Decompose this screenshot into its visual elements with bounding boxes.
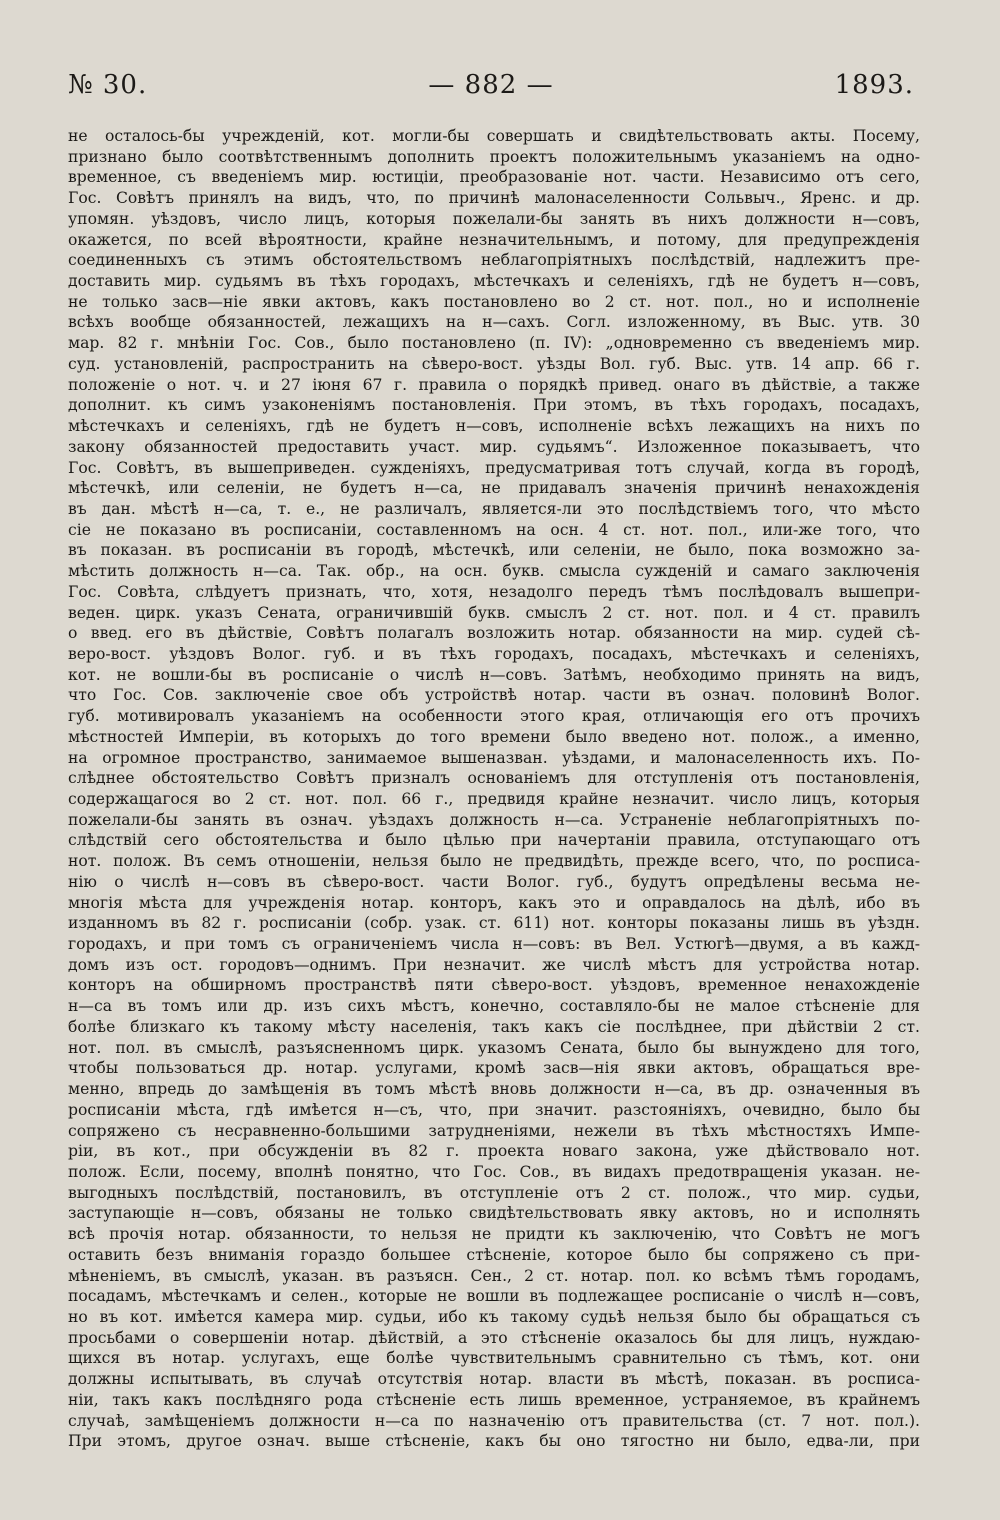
text-line: закону обязанностей предоставить участ. мир. судьямъ“. Изложенное показываетъ, что bbox=[68, 437, 920, 456]
text-line: изданномъ въ 82 г. росписаніи (собр. узак. ст. 611) нот. конторы показаны лишь въ уѣздн. bbox=[68, 914, 920, 933]
text-line: случаѣ, замѣщеніемъ должности н—са по назначенію отъ правительства (ст. 7 нот. пол.). bbox=[68, 1411, 920, 1430]
text-line: всѣ прочія нотар. обязанности, то нельзя не придти къ заключенію, что Совѣтъ не могъ bbox=[68, 1225, 920, 1244]
page-number: — 882 — bbox=[428, 70, 554, 100]
text-line: но въ кот. имѣется камера мир. судьи, ибо къ такому судьѣ нельзя было бы обращаться съ bbox=[68, 1307, 920, 1326]
text-line: мѣстностей Имперіи, въ которыхъ до того времени было введено нот. полож., а именно, bbox=[68, 727, 920, 746]
year-label: 1893. bbox=[834, 70, 914, 100]
text-line: сіе не показано въ росписаніи, составленномъ на осн. 4 ст. нот. пол., или-же того, что bbox=[68, 520, 920, 539]
text-line: домъ изъ ост. городовъ—однимъ. При незначит. же числѣ мѣстъ для устройства нотар. bbox=[68, 955, 920, 974]
text-line: мѣстечкѣ, или селеніи, не будетъ н—са, не придавалъ значенія причинѣ ненахожденія bbox=[68, 479, 920, 498]
text-line: дополнит. къ симъ узаконеніямъ постановленія. При этомъ, въ тѣхъ городахъ, посадахъ, bbox=[68, 396, 920, 415]
text-line: признано было соотвѣтственнымъ дополнить проектъ положительнымъ указаніемъ на одно- bbox=[68, 147, 920, 166]
text-line: всѣхъ вообще обязанностей, лежащихъ на н—сахъ. Согл. изложенному, въ Выс. утв. 30 bbox=[68, 313, 920, 332]
text-line: окажется, по всей вѣроятности, крайне незначительнымъ, и потому, для предупрежденія bbox=[68, 230, 920, 249]
text-line: въ показан. въ росписаніи въ городѣ, мѣстечкѣ, или селеніи, не было, пока возможно за- bbox=[68, 541, 920, 560]
text-line: городахъ, и при томъ съ ограниченіемъ числа н—совъ: въ Вел. Устюгѣ—двумя, а въ кажд- bbox=[68, 935, 920, 954]
text-line: слѣднее обстоятельство Совѣтъ призналъ основаніемъ для отступленія отъ постановленія, bbox=[68, 769, 920, 788]
text-line: должны испытывать, въ случаѣ отсутствія нотар. власти въ мѣстѣ, показан. въ росписа- bbox=[68, 1370, 920, 1389]
page-header bbox=[68, 70, 914, 110]
text-line: полож. Если, посему, вполнѣ понятно, что Гос. Сов., въ видахъ предотвращенія указан. не- bbox=[68, 1162, 920, 1181]
text-line: пожелали-бы занять въ означ. уѣздахъ должность н—са. Устраненіе неблагопріятныхъ по- bbox=[68, 810, 920, 829]
text-line: посадамъ, мѣстечкамъ и селен., которые не вошли въ подлежащее росписаніе о числѣ н—совъ, bbox=[68, 1287, 920, 1306]
issue-number: № 30. bbox=[68, 70, 148, 100]
text-line: нію о числѣ н—совъ въ сѣверо-вост. части Волог. губ., будутъ опредѣлены весьма не- bbox=[68, 872, 920, 891]
text-line: выгодныхъ послѣдствій, постановилъ, въ отступленіе отъ 2 ст. полож., что мир. судьи, bbox=[68, 1183, 920, 1202]
text-line: ніи, такъ какъ послѣдняго рода стѣсненіе есть лишь временное, устраняемое, въ крайнемъ bbox=[68, 1390, 920, 1409]
text-line: нот. полож. Въ семъ отношеніи, нельзя было не предвидѣть, прежде всего, что, по росписа- bbox=[68, 852, 920, 871]
text-line: доставить мир. судьямъ въ тѣхъ городахъ, мѣстечкахъ и селеніяхъ, гдѣ не будетъ н—совъ, bbox=[68, 272, 920, 291]
text-line: ріи, въ кот., при обсужденіи въ 82 г. проекта новаго закона, уже дѣйствовало нот. bbox=[68, 1142, 920, 1161]
text-line: н—са въ томъ или др. изъ сихъ мѣстъ, конечно, составляло-бы не малое стѣсненіе для bbox=[68, 997, 920, 1016]
text-line: щихся въ нотар. услугахъ, еще болѣе чувствительнымъ сравнительно съ тѣмъ, кот. они bbox=[68, 1349, 920, 1368]
text-line: многія мѣста для учрежденія нотар. конторъ, какъ это и оправдалось на дѣлѣ, ибо въ bbox=[68, 893, 920, 912]
text-line: слѣдствій сего обстоятельства и было цѣлью при начертаніи правила, отступающаго отъ bbox=[68, 831, 920, 850]
text-line: на огромное пространство, занимаемое вышеназван. уѣздами, и малонаселенность ихъ. По- bbox=[68, 748, 920, 767]
text-line: веро-вост. уѣздовъ Волог. губ. и въ тѣхъ городахъ, посадахъ, мѣстечкахъ и селеніяхъ, bbox=[68, 644, 920, 663]
text-line: положеніе о нот. ч. и 27 іюня 67 г. правила о порядкѣ привед. онаго въ дѣйствіе, а также bbox=[68, 375, 920, 394]
text-line: не осталось-бы учрежденій, кот. могли-бы совершать и свидѣтельствовать акты. Посему, bbox=[68, 127, 920, 145]
text-line: суд. установленій, распространить на сѣверо-вост. уѣзды Вол. губ. Выс. утв. 14 апр. 66 г. bbox=[68, 354, 920, 373]
body-text bbox=[68, 126, 920, 1452]
text-line: просьбами о совершеніи нотар. дѣйствій, а это стѣсненіе оказалось бы для лицъ, нуждаю- bbox=[68, 1328, 920, 1347]
text-line: кот. не вошли-бы въ росписаніе о числѣ н—совъ. Затѣмъ, необходимо принять на видъ, bbox=[68, 665, 920, 684]
text-line: нот. пол. въ смыслѣ, разъясненномъ цирк. указомъ Сената, было бы вынуждено для того, bbox=[68, 1038, 920, 1057]
text-line: менно, впредь до замѣщенія въ томъ мѣстѣ вновь должности н—са, въ др. означенныя въ bbox=[68, 1080, 920, 1099]
text-line: веден. цирк. указъ Сената, ограничившій букв. смыслъ 2 ст. нот. пол. и 4 ст. правилъ bbox=[68, 603, 920, 622]
text-line: конторъ на обширномъ пространствѣ пяти сѣверо-вост. уѣздовъ, временное ненахожденіе bbox=[68, 976, 920, 995]
text-line: заступающіе н—совъ, обязаны не только свидѣтельствовать явку актовъ, но и исполнять bbox=[68, 1204, 920, 1223]
text-line: Гос. Совѣта, слѣдуетъ признать, что, хотя, незадолго передъ тѣмъ послѣдовалъ вышепри- bbox=[68, 582, 920, 601]
text-line: При этомъ, другое означ. выше стѣсненіе, какъ бы оно тягостно ни было, едва-ли, при bbox=[68, 1432, 920, 1451]
text-line: мѣстечкахъ и селеніяхъ, гдѣ не будетъ н—совъ, исполненіе всѣхъ лежащихъ на нихъ по bbox=[68, 417, 920, 436]
text-line: росписаніи мѣста, гдѣ имѣется н—съ, что, при значит. разстояніяхъ, очевидно, было бы bbox=[68, 1100, 920, 1119]
text-line: временное, съ введеніемъ мир. юстиціи, преобразованіе нот. части. Независимо отъ сего, bbox=[68, 168, 920, 187]
text-line: сопряжено съ несравненно-большими затрудненіями, нежели въ тѣхъ мѣстностяхъ Импе- bbox=[68, 1121, 920, 1140]
text-line: мар. 82 г. мнѣніи Гос. Сов., было постановлено (п. IV): „одновременно съ введеніемъ мир. bbox=[68, 334, 920, 353]
text-line: содержащагося во 2 ст. нот. пол. 66 г., предвидя крайне незначит. число лицъ, которыя bbox=[68, 790, 920, 808]
text-line: Гос. Совѣтъ принялъ на видъ, что, по причинѣ малонаселенности Сольвыч., Яренс. и др. bbox=[68, 189, 920, 208]
text-line: мѣненіемъ, въ смыслѣ, указан. въ разъясн. Сен., 2 ст. нотар. пол. ко всѣмъ тѣмъ городамъ, bbox=[68, 1266, 920, 1285]
text-line: упомян. уѣздовъ, число лицъ, которыя пожелали-бы занять въ нихъ должности н—совъ, bbox=[68, 209, 920, 228]
text-line: болѣе близкаго къ такому мѣсту населенія, такъ какъ сіе послѣднее, при дѣйствіи 2 ст. bbox=[68, 1017, 920, 1036]
text-line: чтобы пользоваться др. нотар. услугами, кромѣ засв—нія явки актовъ, обращаться вре- bbox=[68, 1059, 920, 1078]
text-line: Гос. Совѣтъ, въ вышеприведен. сужденіяхъ, предусматривая тотъ случай, когда въ городѣ, bbox=[68, 458, 920, 477]
text-line: оставить безъ вниманія гораздо большее стѣсненіе, которое было бы сопряжено съ при- bbox=[68, 1245, 920, 1264]
text-line: о введ. его въ дѣйствіе, Совѣтъ полагалъ возложить нотар. обязанности на мир. судей сѣ- bbox=[68, 624, 920, 643]
text-line: что Гос. Сов. заключеніе свое объ устройствѣ нотар. части въ означ. половинѣ Волог. bbox=[68, 686, 920, 705]
text-line: мѣстить должность н—са. Так. обр., на осн. букв. смысла сужденій и самаго заключенія bbox=[68, 562, 920, 581]
text-line: соединенныхъ съ этимъ обстоятельствомъ неблагопріятныхъ послѣдствій, надлежитъ пре- bbox=[68, 251, 920, 270]
text-line: въ дан. мѣстѣ н—са, т. е., не различалъ, является-ли это послѣдствіемъ того, что мѣсто bbox=[68, 499, 920, 518]
text-line: губ. мотивировалъ указаніемъ на особенности этого края, отличающія его отъ прочихъ bbox=[68, 707, 920, 726]
text-line: не только засв—ніе явки актовъ, какъ постановлено во 2 ст. нот. пол., но и исполненіе bbox=[68, 292, 920, 311]
